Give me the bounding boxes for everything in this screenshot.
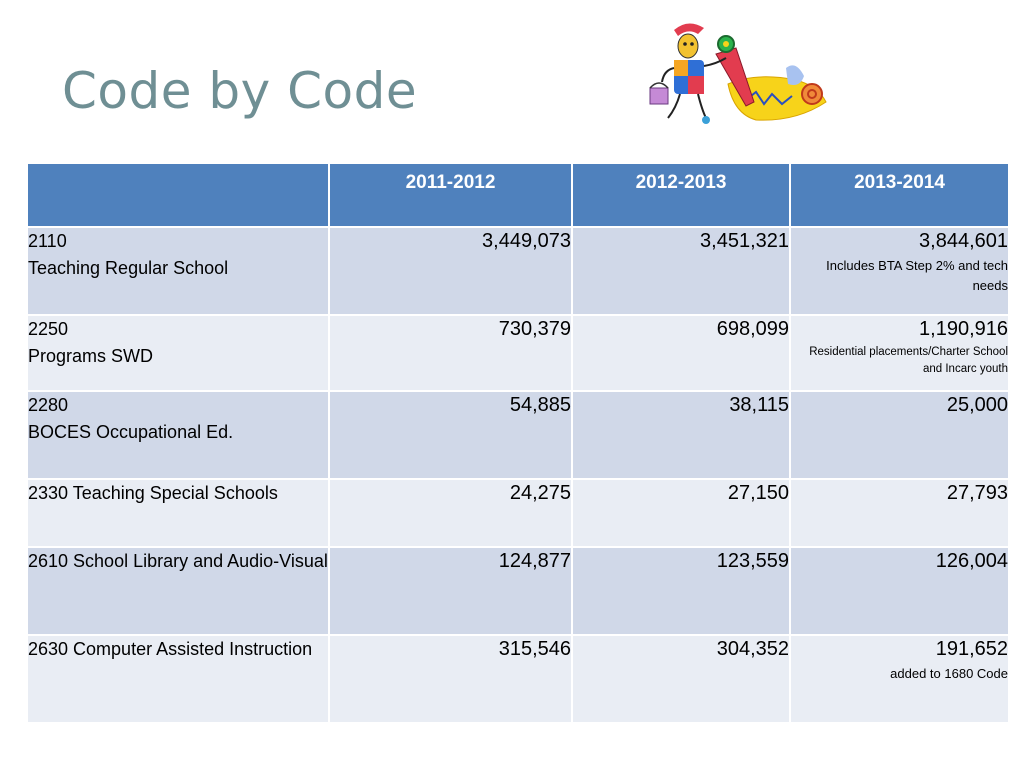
- value-2012-2013: 3,451,321: [572, 227, 790, 315]
- table-row: [27, 227, 1009, 315]
- value-2012-2013: 123,559: [572, 547, 790, 635]
- account-description: Teaching Regular School: [28, 258, 229, 278]
- value-2011-2012: 124,877: [329, 547, 572, 635]
- value-2012-2013: 304,352: [572, 635, 790, 723]
- value-2011-2012: 3,449,073: [329, 227, 572, 315]
- value-2013-2014: 1,190,916: [919, 318, 1008, 340]
- cartoon-painter-clipart: [636, 14, 832, 130]
- header-blank: [27, 163, 329, 227]
- row-note: Includes BTA Step 2% and tech needs: [826, 258, 1008, 293]
- account-description: Programs SWD: [28, 346, 154, 366]
- value-2011-2012: 730,379: [329, 315, 572, 391]
- value-2012-2013: 698,099: [572, 315, 790, 391]
- row-label: [27, 315, 329, 391]
- account-description: BOCES Occupational Ed.: [28, 422, 234, 442]
- value-2013-2014: 27,793: [790, 479, 1009, 547]
- header-2012-2013: 2012-2013: [572, 163, 790, 227]
- slide-title: Code by Code: [62, 62, 418, 120]
- budget-table: [26, 162, 1010, 724]
- row-note: Residential placements/Charter School and Incarc youth: [809, 346, 1008, 376]
- value-2013-2014: 25,000: [790, 391, 1009, 479]
- row-label: 2330 Teaching Special Schools: [27, 479, 329, 547]
- account-code: 2110: [28, 231, 67, 251]
- table-row: [27, 635, 1009, 723]
- value-2013-2014: 3,844,601: [919, 230, 1008, 252]
- row-label: [27, 227, 329, 315]
- account-code: 2280: [28, 395, 69, 415]
- header-2013-2014: 2013-2014: [790, 163, 1009, 227]
- value-2012-2013: 27,150: [572, 479, 790, 547]
- row-label: 2610 School Library and Audio-Visual: [27, 547, 329, 635]
- row-label: 2630 Computer Assisted Instruction: [27, 635, 329, 723]
- table-header-row: [27, 163, 1009, 227]
- row-note: added to 1680 Code: [890, 666, 1008, 681]
- value-2013-2014: 191,652: [935, 638, 1008, 660]
- value-2011-2012: 24,275: [329, 479, 572, 547]
- row-label: [27, 391, 329, 479]
- account-code: 2250: [28, 319, 69, 339]
- table-row: [27, 547, 1009, 635]
- table-row: [27, 479, 1009, 547]
- header-2011-2012: 2011-2012: [329, 163, 572, 227]
- table-row: [27, 391, 1009, 479]
- value-2012-2013: 38,115: [572, 391, 790, 479]
- value-2013-2014-cell: [790, 315, 1009, 391]
- value-2013-2014-cell: [790, 227, 1009, 315]
- value-2011-2012: 54,885: [329, 391, 572, 479]
- value-2013-2014-cell: [790, 635, 1009, 723]
- value-2011-2012: 315,546: [329, 635, 572, 723]
- value-2013-2014: 126,004: [790, 547, 1009, 635]
- table-row: [27, 315, 1009, 391]
